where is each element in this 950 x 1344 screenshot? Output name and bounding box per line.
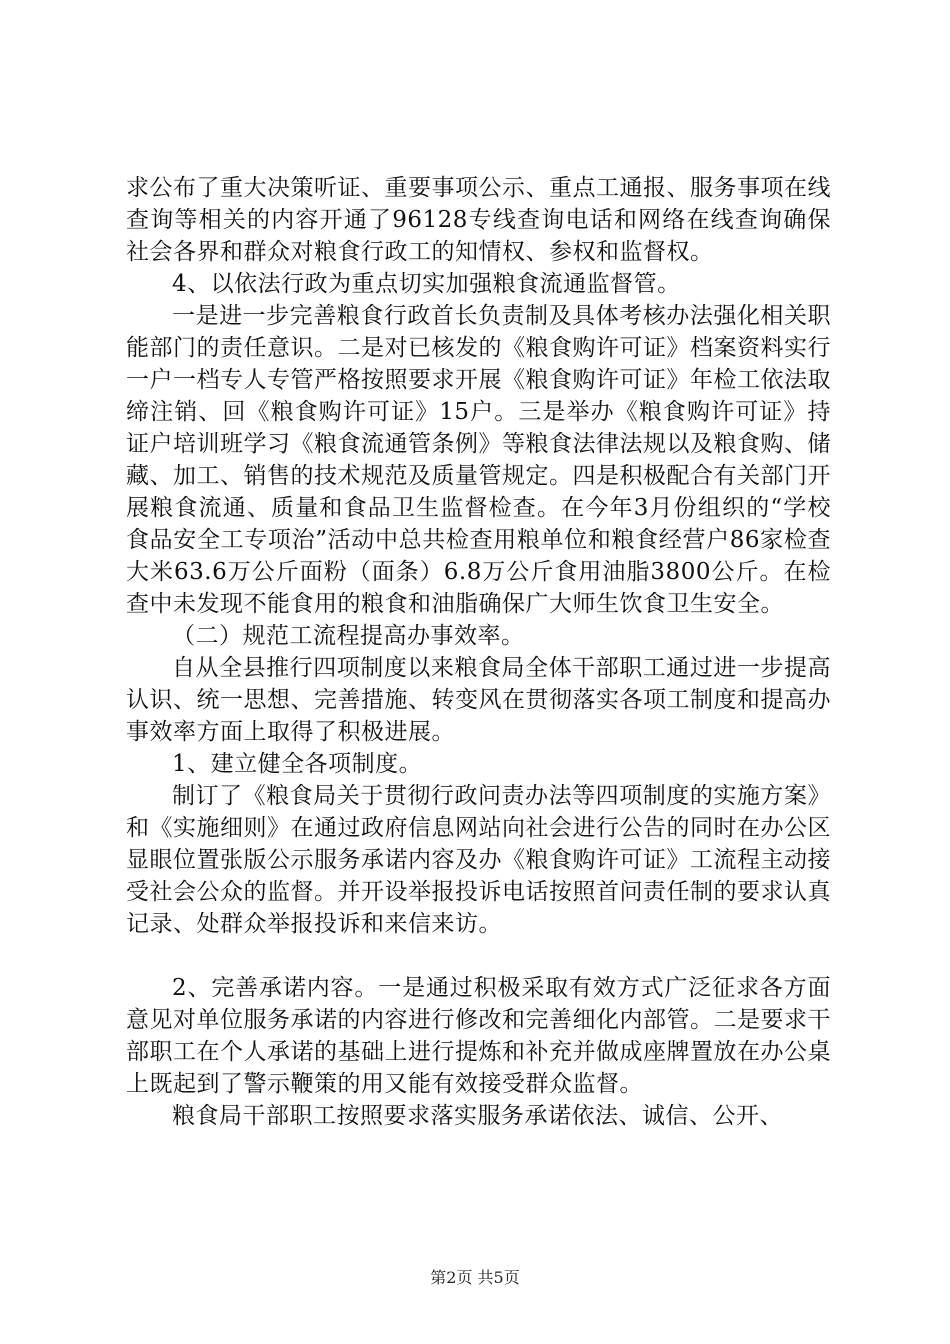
heading-supervision: 4、以依法行政为重点切实加强粮食流通监督管。 [172, 271, 681, 297]
paragraph-staff-commitments: 粮食局干部职工按照要求落实服务承诺依法、诚信、公开、 [172, 1103, 783, 1129]
heading-workflow: （二）规范工流程提高办事效率。 [172, 623, 525, 649]
paragraph-public-disclosure: 求公布了重大决策听证、重要事项公示、重点工通报、服务事项在线查询等相关的内容开通了96128专线查询电话和网络在线查询确保社会各界和群众对粮食行政工的知情权、参权和监督权。 [126, 175, 831, 265]
paragraph-improve-commitments: 2、完善承诺内容。一是通过积极采取有效方式广泛征求各方面意见对单位服务承诺的内容进行修改和完善细化内部管。二是要求干部职工在个人承诺的基础上进行提炼和补充并做成座牌置放在办公桌上既起到了警示鞭策的用又能有效接受群众监督。 [126, 975, 831, 1097]
document-body [126, 172, 831, 1132]
heading-build-systems: 1、建立健全各项制度。 [172, 751, 423, 777]
paragraph-four-systems: 自从全县推行四项制度以来粮食局全体干部职工通过进一步提高认识、统一思想、完善措施、转变风在贯彻落实各项工制度和提高办事效率方面上取得了积极进展。 [126, 655, 831, 745]
page-number-footer: 第2页 共5页 [430, 1268, 520, 1287]
paragraph-implementation-plan: 制订了《粮食局关于贯彻行政问责办法等四项制度的实施方案》和《实施细则》在通过政府信息网站向社会进行公告的同时在办公区显眼位置张版公示服务承诺内容及办《粮食购许可证》工流程主动接受社会公众的监督。并开设举报投诉电话按照首问责任制的要求认真记录、处群众举报投诉和来信来访。 [126, 783, 831, 937]
paragraph-supervision-details: 一是进一步完善粮食行政首长负责制及具体考核办法强化相关职能部门的责任意识。二是对已核发的《粮食购许可证》档案资料实行一户一档专人专管严格按照要求开展《粮食购许可证》年检工依法取缔注销、回《粮食购许可证》15户。三是举办《粮食购许可证》持证户培训班学习《粮食流通管条例》等粮食法律法规以及粮食购、储藏、加工、销售的技术规范及质量管规定。四是积极配合有关部门开展粮食流通、质量和食品卫生监督检查。在今年3月份组织的“学校食品安全工专项治”活动中总共检查用粮单位和粮食经营户86家检查大米63.6万公斤面粉（面条）6.8万公斤食用油脂3800公斤。在检查中未发现不能食用的粮食和油脂确保广大师生饮食卫生安全。 [126, 303, 831, 617]
